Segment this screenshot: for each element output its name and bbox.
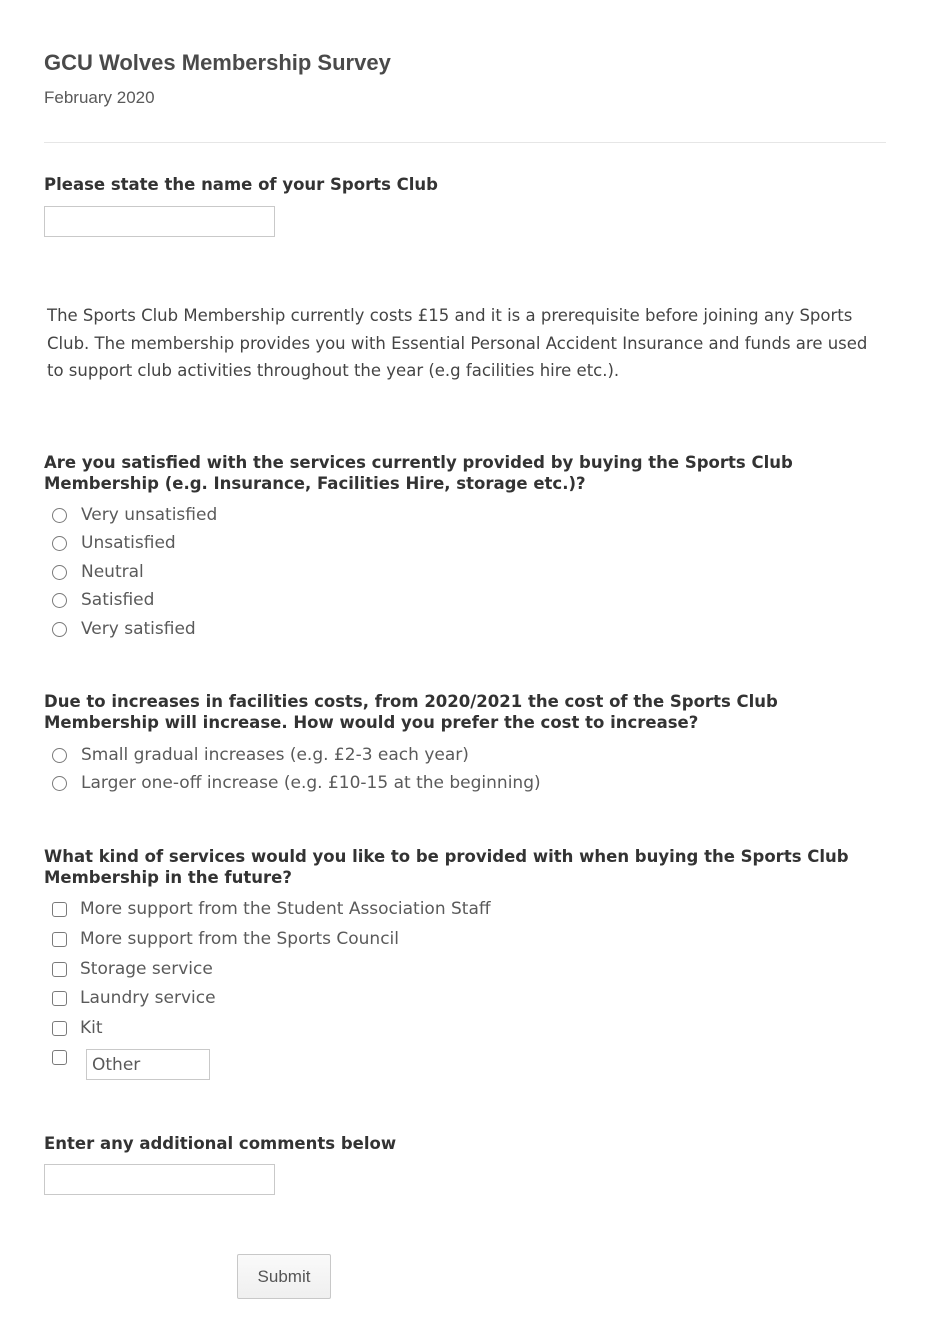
cost-option-one-off[interactable] [52, 772, 541, 794]
form-title: GCU Wolves Membership Survey [44, 50, 391, 75]
radio-button[interactable] [52, 508, 67, 523]
option-label: More support from the Student Association Staff [80, 899, 491, 919]
option-label: Satisfied [81, 590, 155, 610]
club-name-label: Please state the name of your Sports Club [44, 175, 438, 194]
satisfaction-option-very-unsatisfied[interactable] [52, 504, 217, 526]
club-name-input[interactable] [44, 206, 275, 237]
services-option-sa-staff[interactable] [52, 898, 491, 920]
services-option-other[interactable] [52, 1046, 80, 1068]
option-label: Very unsatisfied [81, 505, 218, 525]
radio-button[interactable] [52, 536, 67, 551]
satisfaction-question-label: Are you satisfied with the services currently provided by buying the Sports Club Membership (e.g. Insurance, Facilities Hire, storage etc.)? [44, 453, 793, 493]
services-option-laundry[interactable] [52, 987, 216, 1009]
radio-button[interactable] [52, 622, 67, 637]
header-divider [44, 142, 886, 143]
satisfaction-option-neutral[interactable] [52, 561, 144, 583]
checkbox[interactable] [52, 991, 67, 1006]
option-label: Very satisfied [81, 619, 196, 639]
cost-option-gradual[interactable] [52, 744, 469, 766]
other-service-input[interactable] [86, 1049, 210, 1080]
radio-button[interactable] [52, 748, 67, 763]
cost-increase-question-label: Due to increases in facilities costs, from 2020/2021 the cost of the Sports Club Membership will increase. How would you prefer the cost to increase? [44, 692, 778, 732]
radio-button[interactable] [52, 593, 67, 608]
checkbox[interactable] [52, 1021, 67, 1036]
satisfaction-option-satisfied[interactable] [52, 589, 154, 611]
option-label: Small gradual increases (e.g. £2-3 each year) [81, 745, 469, 765]
satisfaction-option-unsatisfied[interactable] [52, 532, 176, 554]
checkbox[interactable] [52, 1050, 67, 1065]
form-subtitle: February 2020 [44, 88, 155, 107]
comments-input[interactable] [44, 1164, 275, 1195]
option-label: Neutral [81, 562, 144, 582]
option-label: Laundry service [80, 988, 216, 1008]
services-option-storage[interactable] [52, 958, 213, 980]
comments-label: Enter any additional comments below [44, 1134, 397, 1153]
submit-button[interactable]: Submit [237, 1254, 331, 1299]
option-label: Larger one-off increase (e.g. £10-15 at the beginning) [81, 773, 541, 793]
services-question-label: What kind of services would you like to be provided with when buying the Sports Club Membership in the future? [44, 847, 849, 887]
services-option-sports-council[interactable] [52, 928, 399, 950]
radio-button[interactable] [52, 776, 67, 791]
checkbox[interactable] [52, 902, 67, 917]
option-label: Unsatisfied [81, 533, 176, 553]
option-label: More support from the Sports Council [80, 929, 399, 949]
membership-info-text: The Sports Club Membership currently costs £15 and it is a prerequisite before joining any Sports Club. The membership provides you with Essential Personal Accident Insurance and funds are used to support club activities throughout the year (e.g facilities hire etc.). [47, 306, 868, 380]
option-label: Kit [80, 1018, 103, 1038]
satisfaction-option-very-satisfied[interactable] [52, 618, 196, 640]
checkbox[interactable] [52, 962, 67, 977]
radio-button[interactable] [52, 565, 67, 580]
checkbox[interactable] [52, 932, 67, 947]
option-label: Storage service [80, 959, 213, 979]
services-option-kit[interactable] [52, 1017, 103, 1039]
